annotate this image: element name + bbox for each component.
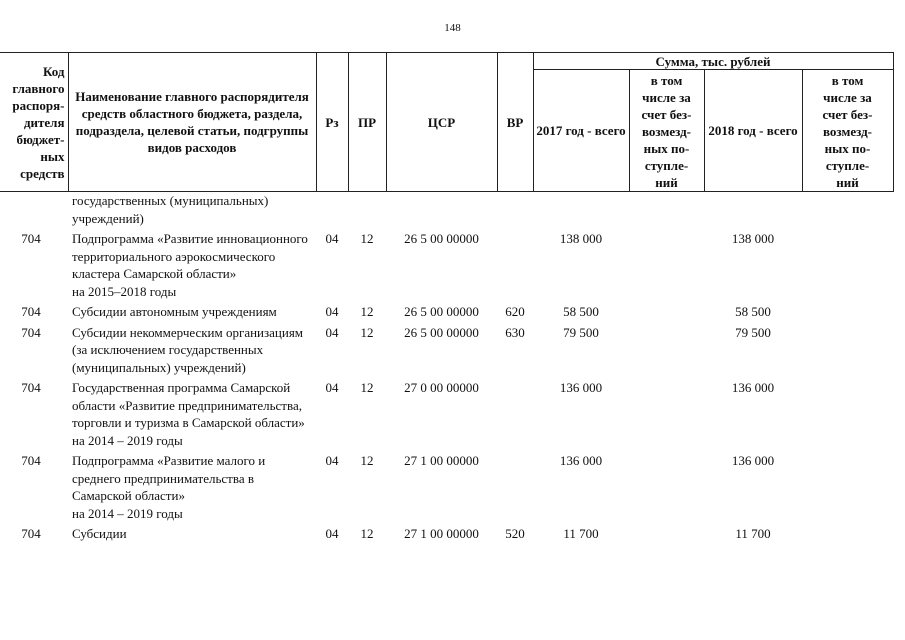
table-row (0, 449, 893, 522)
header-2018-total: 2018 год - всего (704, 70, 802, 192)
cell-code: 704 (21, 380, 41, 395)
cell-csr: 27 0 00 00000 (404, 380, 479, 395)
cell-free2018 (802, 522, 893, 543)
cell-csr: 26 5 00 00000 (404, 324, 479, 340)
cell-name: Государственная программа Самарской области «Развитие предпринимательства, торговли и туризма в Самарской области» на 2014 – 2019 годы (72, 380, 305, 448)
header-pr: ПР (348, 53, 386, 192)
continuation-row (0, 192, 893, 228)
cell-free2018 (802, 321, 893, 377)
cell-csr: 26 5 00 00000 (404, 304, 479, 319)
cell-code: 704 (21, 324, 41, 340)
cell-csr: 26 5 00 00000 (404, 231, 479, 246)
cell-vr (497, 376, 533, 449)
cell-code: 704 (21, 526, 41, 541)
header-rz: Рз (316, 53, 348, 192)
cell-free2017 (629, 449, 704, 522)
cell-code: 704 (21, 304, 41, 319)
cell-y2018: 138 000 (731, 231, 775, 246)
header-code: Код главного распоря- дителя бюджет- ных средств (0, 53, 68, 192)
continuation-text: государственных (муниципальных) учреждений) (72, 193, 269, 226)
table-body (0, 192, 893, 543)
cell-pr: 12 (360, 380, 374, 395)
table-row (0, 227, 893, 300)
cell-rz: 04 (325, 380, 339, 395)
budget-table (0, 52, 894, 543)
cell-vr: 630 (505, 324, 525, 340)
cell-y2017: 58 500 (563, 304, 599, 319)
cell-vr: 620 (505, 304, 525, 319)
cell-y2017: 79 500 (563, 324, 599, 340)
table-row (0, 376, 893, 449)
cell-free2018 (802, 227, 893, 300)
cell-y2017: 136 000 (559, 380, 603, 395)
cell-name: Подпрограмма «Развитие малого и среднего предпринимательства в Самарской области» на 2014 – 2019 годы (72, 453, 266, 521)
cell-name: Субсидии автономным учреждениям (72, 304, 277, 319)
cell-free2018 (802, 449, 893, 522)
cell-code: 704 (21, 231, 41, 246)
table-header (0, 53, 893, 192)
header-vr: ВР (497, 53, 533, 192)
header-name: Наименование главного распорядителя средств областного бюджета, раздела, подраздела, целевой статьи, подгруппы видов расходов (68, 53, 316, 192)
table-row (0, 321, 893, 377)
cell-free2017 (629, 227, 704, 300)
cell-pr: 12 (360, 324, 374, 340)
cell-y2018: 79 500 (735, 324, 771, 340)
cell-rz: 04 (325, 526, 339, 541)
cell-y2017: 136 000 (559, 453, 603, 468)
cell-name: Субсидии некоммерческим организациям (за исключением государственных (муниципальных) учреждений) (72, 324, 304, 375)
cell-pr: 12 (360, 304, 374, 319)
cell-pr: 12 (360, 526, 374, 541)
cell-y2017: 11 700 (563, 526, 599, 541)
header-csr: ЦСР (386, 53, 497, 192)
cell-pr: 12 (360, 231, 374, 246)
cell-free2017 (629, 321, 704, 377)
cell-name: Подпрограмма «Развитие инновационного территориального аэрокосмического кластера Самарской области» на 2015–2018 годы (72, 231, 308, 299)
table-row (0, 522, 893, 543)
cell-pr: 12 (360, 453, 374, 468)
cell-y2018: 136 000 (731, 380, 775, 395)
header-2017-free: в том числе за счет без- возмезд- ных по- ступле- ний (629, 70, 704, 192)
cell-free2017 (629, 522, 704, 543)
cell-name: Субсидии (72, 526, 127, 541)
cell-rz: 04 (325, 304, 339, 319)
cell-csr: 27 1 00 00000 (404, 453, 479, 468)
cell-code: 704 (21, 453, 41, 468)
cell-free2017 (629, 376, 704, 449)
table-row (0, 300, 893, 321)
cell-y2017: 138 000 (559, 231, 603, 246)
header-sum: Сумма, тыс. рублей (533, 53, 893, 70)
cell-rz: 04 (325, 453, 339, 468)
cell-y2018: 58 500 (735, 304, 771, 319)
cell-y2018: 136 000 (731, 453, 775, 468)
cell-vr (497, 227, 533, 300)
cell-vr (497, 449, 533, 522)
cell-csr: 27 1 00 00000 (404, 526, 479, 541)
page-number: 148 (444, 22, 461, 34)
cell-free2018 (802, 376, 893, 449)
cell-free2018 (802, 300, 893, 321)
cell-rz: 04 (325, 324, 339, 340)
cell-y2018: 11 700 (735, 526, 771, 541)
cell-vr: 520 (505, 526, 525, 541)
header-2018-free: в том числе за счет без- возмезд- ных по- ступле- ний (802, 70, 893, 192)
header-2017-total: 2017 год - всего (533, 70, 629, 192)
cell-free2017 (629, 300, 704, 321)
cell-rz: 04 (325, 231, 339, 246)
